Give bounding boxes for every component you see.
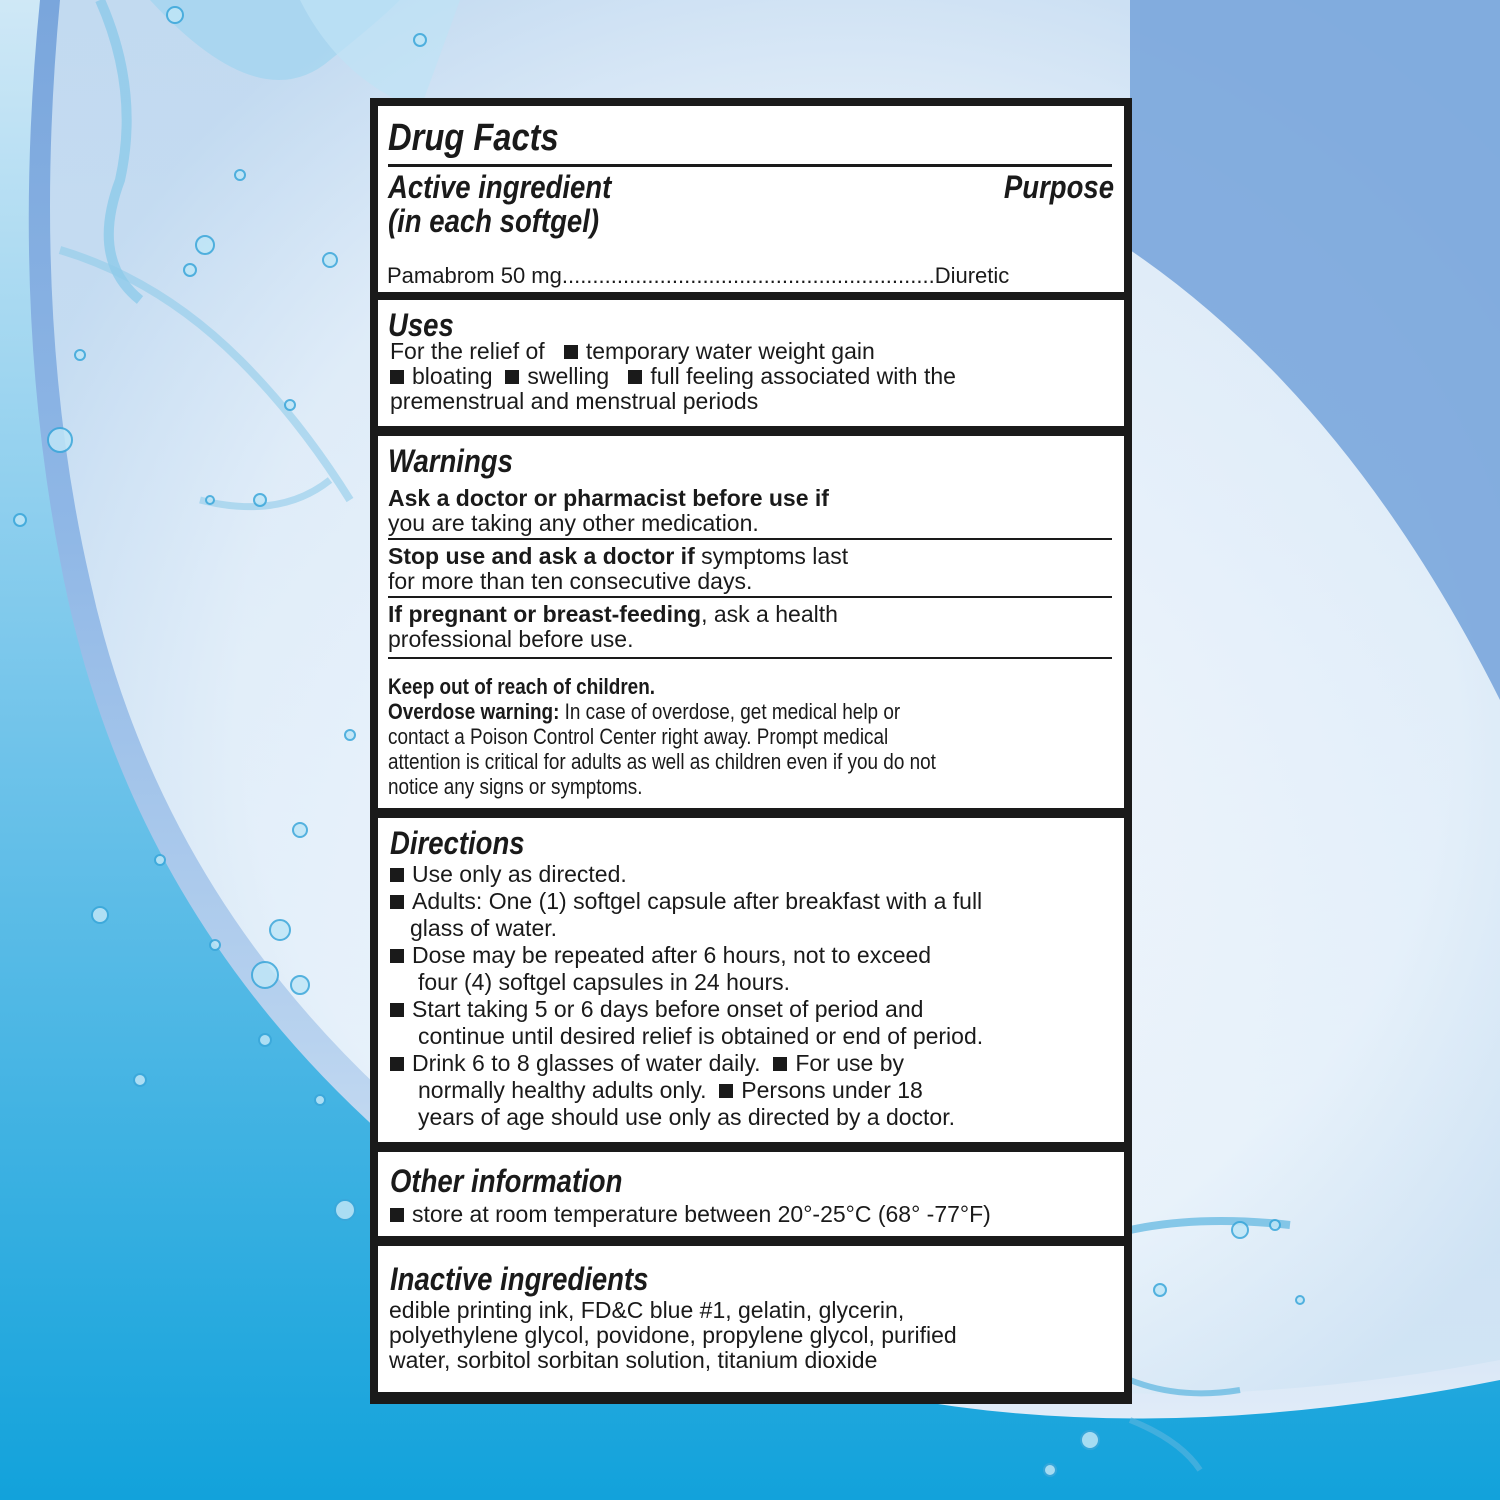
ingredient-name: Pamabrom 50 mg (387, 263, 562, 288)
drug-facts-title: Drug Facts (388, 117, 559, 159)
uses-line-3: premenstrual and menstrual periods (390, 388, 759, 414)
inactive-line-1: edible printing ink, FD&C blue #1, gelatin, glycerin, (389, 1297, 905, 1323)
inactive-ingredients-section (378, 1246, 1124, 1392)
direction-item-2: Adults: One (1) softgel capsule after breakfast with a full (390, 889, 982, 914)
bullet-square (390, 1208, 404, 1222)
pregnant-line-1: If pregnant or breast-feeding, ask a health (388, 601, 838, 627)
direction-item-4-cont: continue until desired relief is obtained or end of period. (418, 1023, 984, 1049)
warnings-divider-2 (388, 596, 1112, 598)
bullet-square (390, 895, 404, 909)
inactive-line-3: water, sorbitol sorbitan solution, titanium dioxide (389, 1347, 878, 1373)
inactive-line-2: polyethylene glycol, povidone, propylene glycol, purified (389, 1322, 957, 1348)
inactive-ingredients-heading: Inactive ingredients (390, 1261, 649, 1297)
direction-item-2-cont: glass of water. (410, 915, 558, 941)
other-information-heading: Other information (390, 1163, 623, 1199)
keep-out-of-reach: Keep out of reach of children. (388, 674, 656, 699)
purpose-heading: Purpose (1003, 169, 1114, 205)
active-ingredient-section (378, 106, 1124, 292)
warnings-heading: Warnings (388, 443, 513, 479)
warnings-section (378, 436, 1124, 808)
overdose-line-4: notice any signs or symptoms. (388, 774, 643, 799)
bullet-square (505, 370, 519, 384)
bullet-square (628, 370, 642, 384)
leader-dots: ............................................................. (561, 263, 935, 288)
uses-section (378, 300, 1124, 426)
bullet-square (719, 1084, 733, 1098)
warnings-divider-1 (388, 538, 1112, 540)
directions-heading: Directions (390, 825, 525, 861)
bullet-square (390, 1057, 404, 1071)
overdose-line-3: attention is critical for adults as well as children even if you do not (388, 749, 936, 774)
direction-item-5-cont: normally healthy adults only. Persons under 18 (418, 1077, 923, 1103)
uses-line-2: bloating swelling full feeling associated with the (390, 364, 956, 389)
direction-item-5-cont-2: years of age should use only as directed by a doctor. (418, 1104, 955, 1130)
bullet-square (773, 1057, 787, 1071)
drug-facts-label (370, 98, 1132, 1404)
bullet-square (390, 868, 404, 882)
uses-heading: Uses (388, 307, 454, 343)
other-information-section (378, 1152, 1124, 1236)
direction-item-3: Dose may be repeated after 6 hours, not to exceed (390, 943, 931, 968)
direction-item-1: Use only as directed. (390, 862, 627, 887)
pregnant-line-2: professional before use. (388, 626, 634, 652)
direction-item-3-cont: four (4) softgel capsules in 24 hours. (418, 969, 791, 995)
ingredient-purpose: Diuretic (934, 263, 1010, 288)
direction-item-4: Start taking 5 or 6 days before onset of period and (390, 997, 923, 1022)
bullet-square (390, 949, 404, 963)
overdose-line-1: Overdose warning: In case of overdose, get medical help or (388, 699, 901, 724)
bullet-square (390, 1003, 404, 1017)
bullet-square (390, 370, 404, 384)
active-ingredient-row (387, 263, 1115, 288)
uses-line-1: For the relief of temporary water weight gain (390, 338, 875, 364)
title-divider (388, 164, 1112, 167)
warnings-divider-3 (388, 657, 1112, 659)
ask-doctor-heading: Ask a doctor or pharmacist before use if (388, 485, 829, 511)
direction-item-5: Drink 6 to 8 glasses of water daily. For use by (390, 1051, 904, 1076)
overdose-line-2: contact a Poison Control Center right away. Prompt medical (388, 724, 889, 749)
active-ingredient-heading: Active ingredient (in each softgel) (388, 169, 612, 239)
stop-use-line-2: for more than ten consecutive days. (388, 568, 753, 594)
directions-section (378, 818, 1124, 1142)
other-information-item: store at room temperature between 20°-25°C (68° -77°F) (390, 1202, 991, 1227)
ask-doctor-text: you are taking any other medication. (388, 510, 759, 536)
stop-use-line-1: Stop use and ask a doctor if symptoms last (388, 543, 849, 569)
bullet-square (564, 345, 578, 359)
